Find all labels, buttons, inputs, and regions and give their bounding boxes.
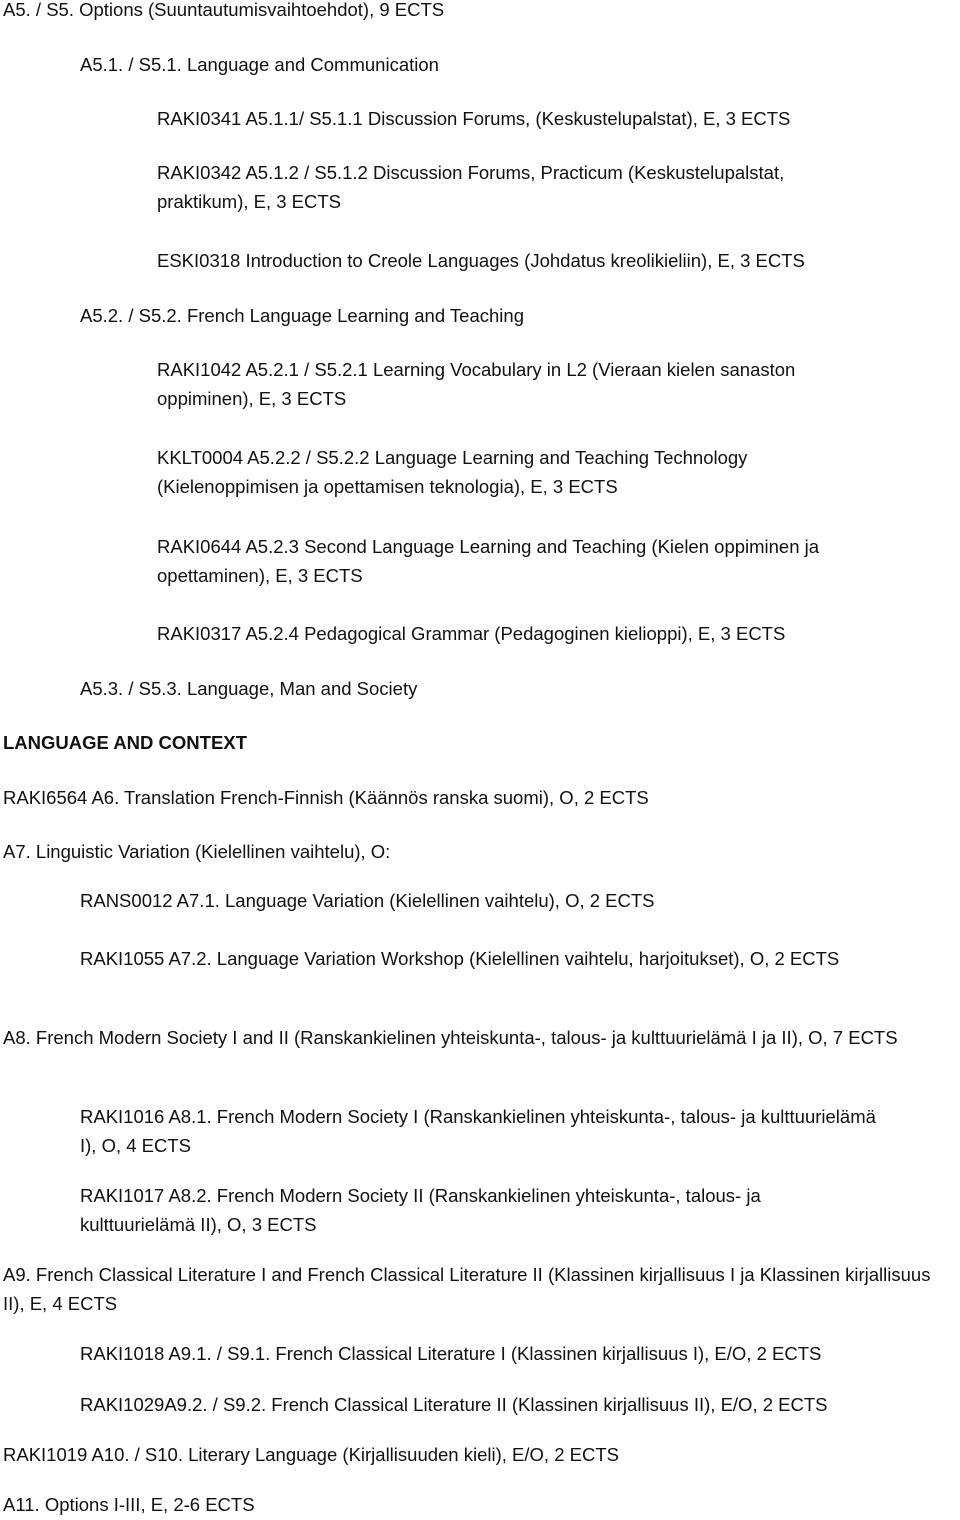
subsection-heading: A5.2. / S5.2. French Language Learning and Teaching — [80, 305, 524, 326]
course-entry: RAKI0341 A5.1.1/ S5.1.1 Discussion Forums, (Keskustelupalstat), E, 3 ECTS — [157, 108, 791, 129]
course-entry: RAKI1042 A5.2.1 / S5.2.1 Learning Vocabulary in L2 (Vieraan kielen sanaston oppiminen), E, 3 ECTS — [157, 359, 796, 409]
course-entry: RAKI1018 A9.1. / S9.1. French Classical Literature I (Klassinen kirjallisuus I), E/O, 2 ECTS — [80, 1343, 822, 1364]
course-entry: RAKI0342 A5.1.2 / S5.1.2 Discussion Forums, Practicum (Keskustelupalstat, praktikum), E, 3 ECTS — [157, 162, 785, 212]
course-entry: RAKI1016 A8.1. French Modern Society I (Ranskankielinen yhteiskunta-, talous- ja kulttuurielämä I), O, 4 ECTS — [80, 1106, 876, 1156]
category-heading: LANGUAGE AND CONTEXT — [3, 732, 247, 753]
course-entry: RANS0012 A7.1. Language Variation (Kielellinen vaihtelu), O, 2 ECTS — [80, 890, 655, 911]
subsection-heading: A5.1. / S5.1. Language and Communication — [80, 54, 439, 75]
section-heading: A11. Options I-III, E, 2-6 ECTS — [3, 1494, 255, 1515]
section-heading: A9. French Classical Literature I and French Classical Literature II (Klassinen kirjallisuus I ja Klassinen kirjallisuus II), E, 4 ECTS — [3, 1264, 931, 1314]
course-entry: RAKI1029A9.2. / S9.2. French Classical Literature II (Klassinen kirjallisuus II), E/O, 2 ECTS — [80, 1394, 828, 1415]
section-heading: A5. / S5. Options (Suuntautumisvaihtoehdot), 9 ECTS — [3, 0, 445, 20]
course-entry: RAKI0644 A5.2.3 Second Language Learning and Teaching (Kielen oppiminen ja opettaminen), E, 3 ECTS — [157, 536, 820, 586]
course-entry: KKLT0004 A5.2.2 / S5.2.2 Language Learning and Teaching Technology (Kielenoppimisen ja opettamisen teknologia), E, 3 ECTS — [157, 447, 748, 497]
course-entry: RAKI6564 A6. Translation French-Finnish (Käännös ranska suomi), O, 2 ECTS — [3, 787, 649, 808]
subsection-heading: A5.3. / S5.3. Language, Man and Society — [80, 678, 418, 699]
course-entry: RAKI1019 A10. / S10. Literary Language (Kirjallisuuden kieli), E/O, 2 ECTS — [3, 1444, 619, 1465]
course-entry: RAKI1055 A7.2. Language Variation Workshop (Kielellinen vaihtelu, harjoitukset), O, 2 ECTS — [80, 948, 840, 969]
section-heading: A7. Linguistic Variation (Kielellinen vaihtelu), O: — [3, 841, 391, 862]
section-heading: A8. French Modern Society I and II (Ranskankielinen yhteiskunta-, talous- ja kulttuurielämä I ja II), O, 7 ECTS — [3, 1027, 898, 1048]
course-entry: RAKI1017 A8.2. French Modern Society II (Ranskankielinen yhteiskunta-, talous- ja kulttuurielämä II), O, 3 ECTS — [80, 1185, 761, 1235]
course-entry: RAKI0317 A5.2.4 Pedagogical Grammar (Pedagoginen kielioppi), E, 3 ECTS — [157, 623, 786, 644]
course-entry: ESKI0318 Introduction to Creole Languages (Johdatus kreolikieliin), E, 3 ECTS — [157, 250, 805, 271]
